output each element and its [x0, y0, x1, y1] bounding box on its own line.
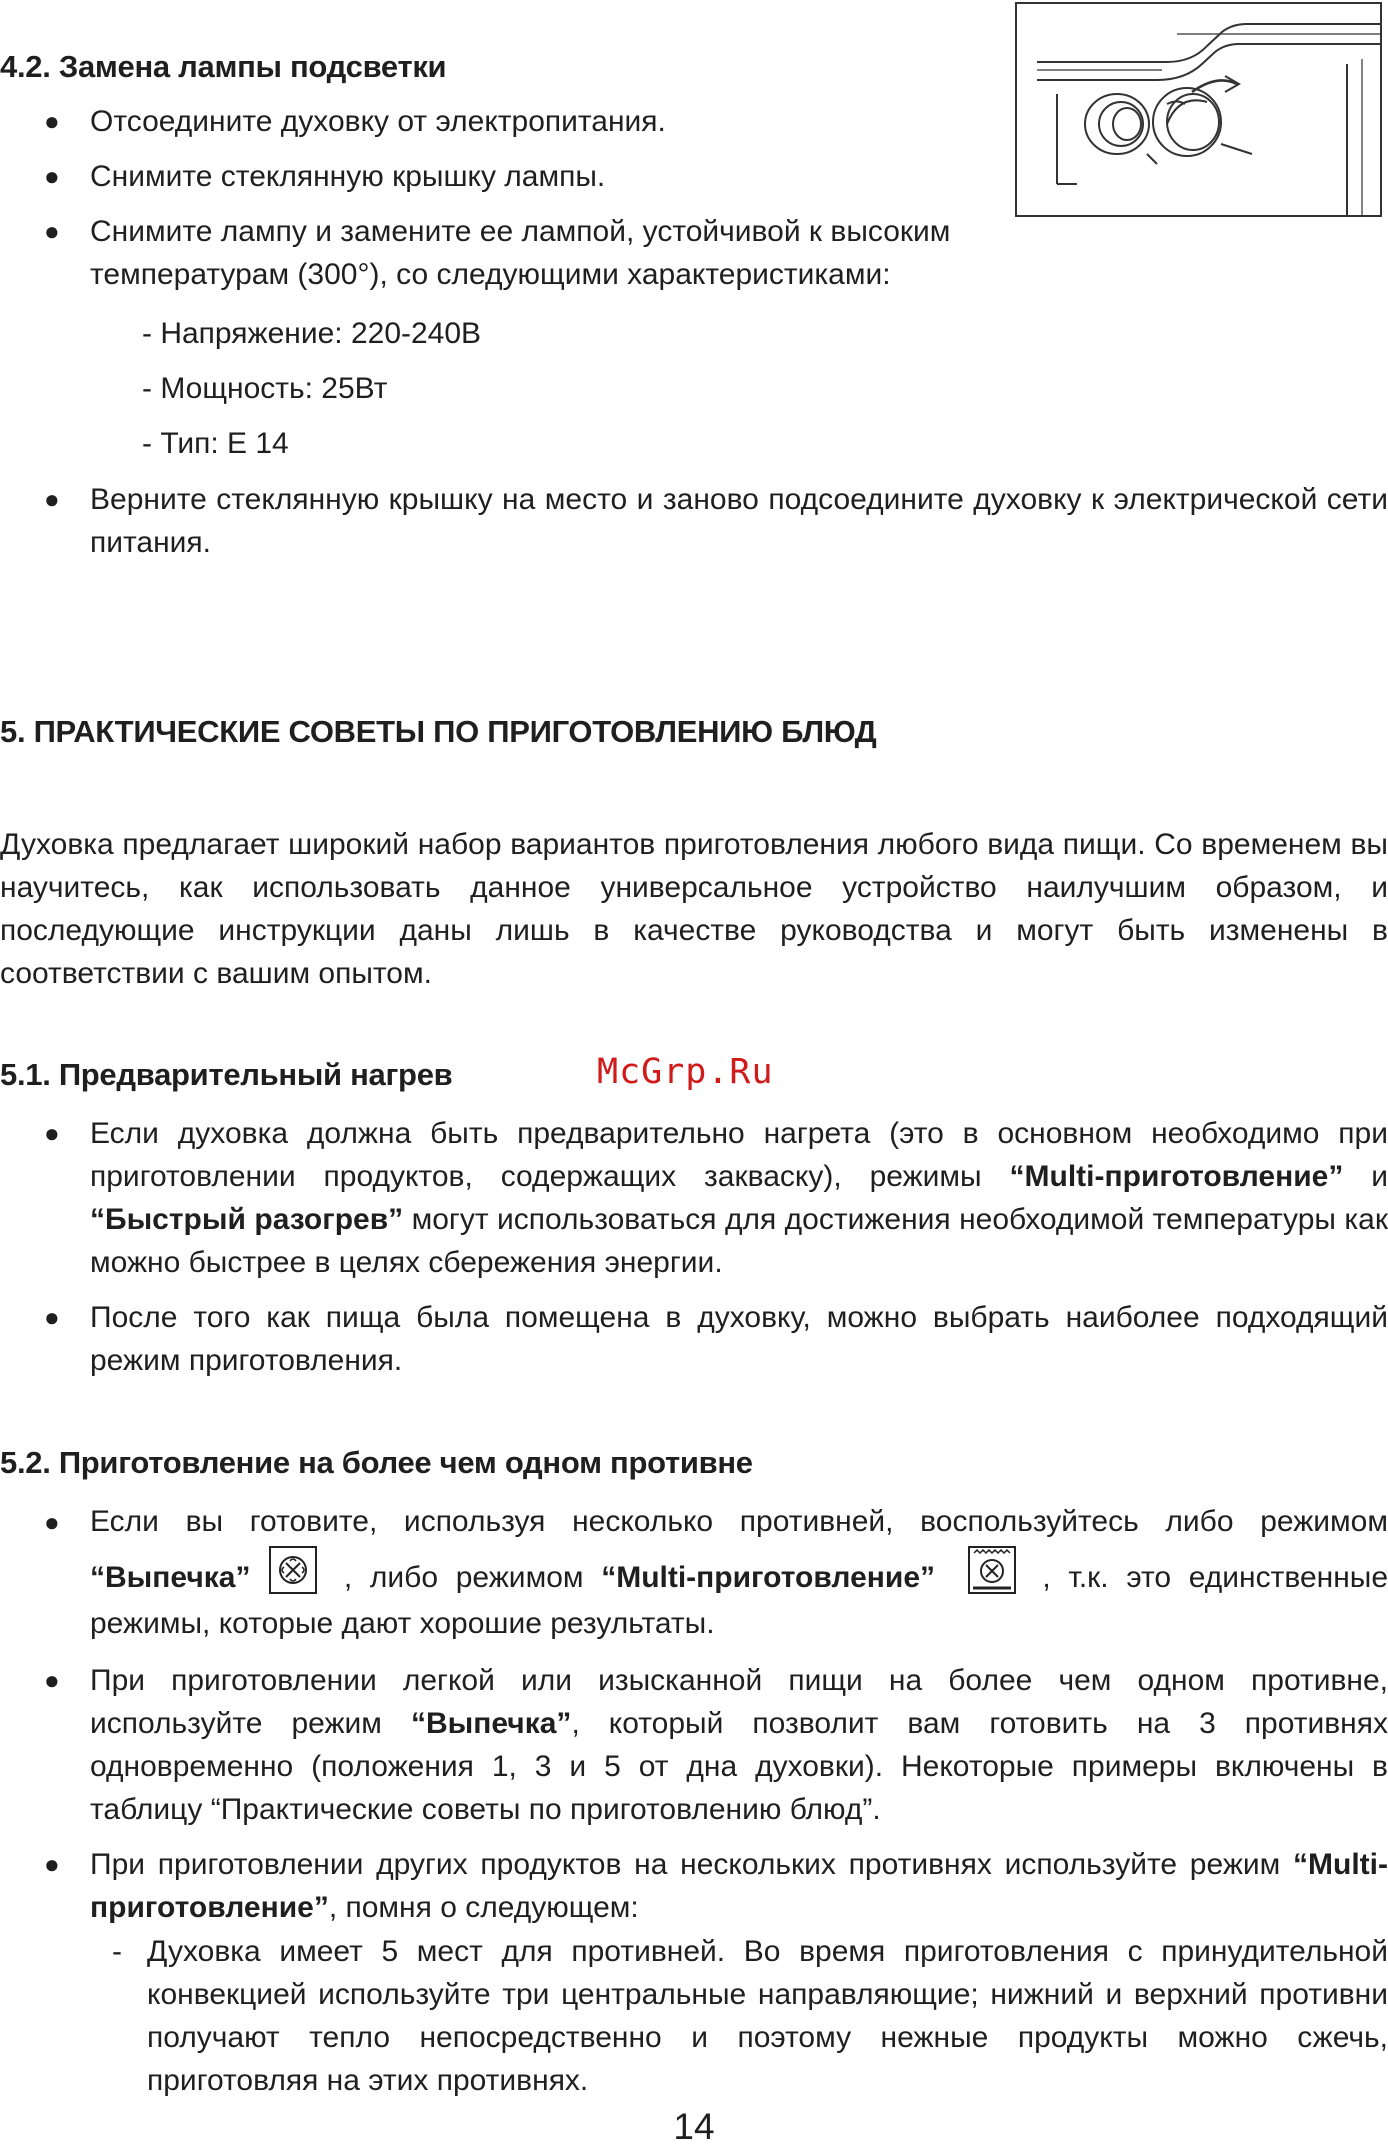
list-item-text: и [1343, 1160, 1388, 1193]
list-item [0, 1843, 1388, 1929]
section-5-intro: Духовка предлагает широкий набор вариантов приготовления любого вида пищи. Со временем вы научитесь, как использовать данное универсальное устройство наилучшим образом, и последующие инструкции даны лишь в качестве руководства и могут быть изменены в соответствии с вашим опытом. [0, 828, 1388, 990]
list-item [0, 1296, 1388, 1382]
section-5-2 [0, 1441, 1388, 1484]
tray-positions-note [0, 1930, 1388, 2102]
lamp-steps-list [0, 100, 1388, 296]
dash-marker: - [112, 1935, 122, 1968]
section-title-5: 5. ПРАКТИЧЕСКИЕ СОВЕТЫ ПО ПРИГОТОВЛЕНИЮ БЛЮД [0, 714, 877, 749]
bullet-icon: ● [44, 1507, 60, 1537]
bullet-icon: ● [44, 484, 60, 514]
section-title-4-2: 4.2. Замена лампы подсветки [0, 49, 447, 84]
mode-name: “Выпечка” [410, 1707, 572, 1740]
preheat-list [0, 1112, 1388, 1382]
list-item-text: могут использоваться для достижения необходимой температуры как можно быстрее в целях сбережения энергии. [90, 1203, 1388, 1279]
list-item [0, 210, 1000, 296]
list-item-text: При приготовлении других продуктов на нескольких противнях используйте режим [90, 1848, 1294, 1881]
list-item-text: Отсоедините духовку от электропитания. [90, 105, 666, 138]
bullet-icon: ● [44, 1302, 60, 1332]
mode-name: “Multi-приготовление” [90, 1848, 1388, 1924]
section-4-2 [0, 45, 1388, 88]
list-item [0, 1659, 1388, 1831]
spec-voltage: - Напряжение: 220-240В [142, 317, 482, 350]
list-item [0, 1112, 1388, 1284]
list-item-text: , либо режимом [326, 1561, 602, 1594]
section-title-5-1: 5.1. Предварительный нагрев [0, 1057, 453, 1092]
list-item-text: , помня о следующем: [328, 1891, 639, 1924]
mode-name: “Быстрый разогрев” [90, 1203, 404, 1236]
list-item-text: Верните стеклянную крышку на место и заново подсоедините духовку к электрической сети питания. [90, 483, 1388, 559]
bullet-icon: ● [44, 161, 60, 191]
list-item-text: После того как пища была помещена в духовку, можно выбрать наиболее подходящий режим приготовления. [90, 1301, 1388, 1377]
bullet-icon: ● [44, 1665, 60, 1695]
list-item [0, 478, 1388, 564]
bullet-icon: ● [44, 1118, 60, 1148]
list-item-text: Если вы готовите, используя несколько противней, воспользуйтесь либо режимом [90, 1505, 1388, 1538]
section-5 [0, 710, 1388, 753]
bullet-icon: ● [44, 106, 60, 136]
multi-cooking-mode-icon [967, 1545, 1017, 1595]
note-text: Духовка имеет 5 мест для противней. Во время приготовления с принудительной конвекцией используйте три центральные направляющие; нижний и верхний противни получают тепло непосредственно и поэтому нежные продукты можно сжечь, приготовляя на этих противнях. [147, 1935, 1388, 2097]
mode-name: “Multi-приготовление” [1009, 1160, 1344, 1193]
list-item [0, 100, 1388, 155]
list-item [0, 155, 1388, 210]
page-number: 14 [673, 2106, 715, 2147]
list-item-text: При приготовлении легкой или изысканной пищи на более чем одном противне, используйте режим [90, 1664, 1388, 1740]
list-item-text: , который позволит вам готовить на 3 противнях одновременно (положения 1, 3 и 5 от дна духовки). Некоторые примеры включены в таблицу “Практические советы по приготовлению блюд”. [90, 1707, 1388, 1826]
lamp-final-list [0, 478, 1388, 564]
list-item [0, 1499, 1388, 1647]
mode-name: “Multi-приготовление” [601, 1561, 935, 1594]
list-item-text: Если духовка должна быть предварительно нагрета (это в основном необходимо при приготовлении продуктов, содержащих закваску), режимы [90, 1117, 1388, 1193]
bake-mode-icon [268, 1545, 318, 1595]
watermark-text: McGrp.Ru [597, 1052, 774, 1092]
spec-power: - Мощность: 25Вт [142, 372, 388, 405]
bullet-icon: ● [44, 216, 60, 246]
list-item-text: , т.к. это единственные режимы, которые дают хорошие результаты. [90, 1561, 1388, 1640]
list-item-text: Снимите стеклянную крышку лампы. [90, 160, 606, 193]
spec-type: - Тип: Е 14 [142, 427, 289, 460]
multi-tray-list [0, 1499, 1388, 1941]
section-title-5-2: 5.2. Приготовление на более чем одном противне [0, 1445, 753, 1480]
bullet-icon: ● [44, 1849, 60, 1879]
mode-name: “Выпечка” [90, 1561, 251, 1594]
list-item-text: Снимите лампу и замените ее лампой, устойчивой к высоким температурам (300°), со следующими характеристиками: [90, 215, 951, 291]
